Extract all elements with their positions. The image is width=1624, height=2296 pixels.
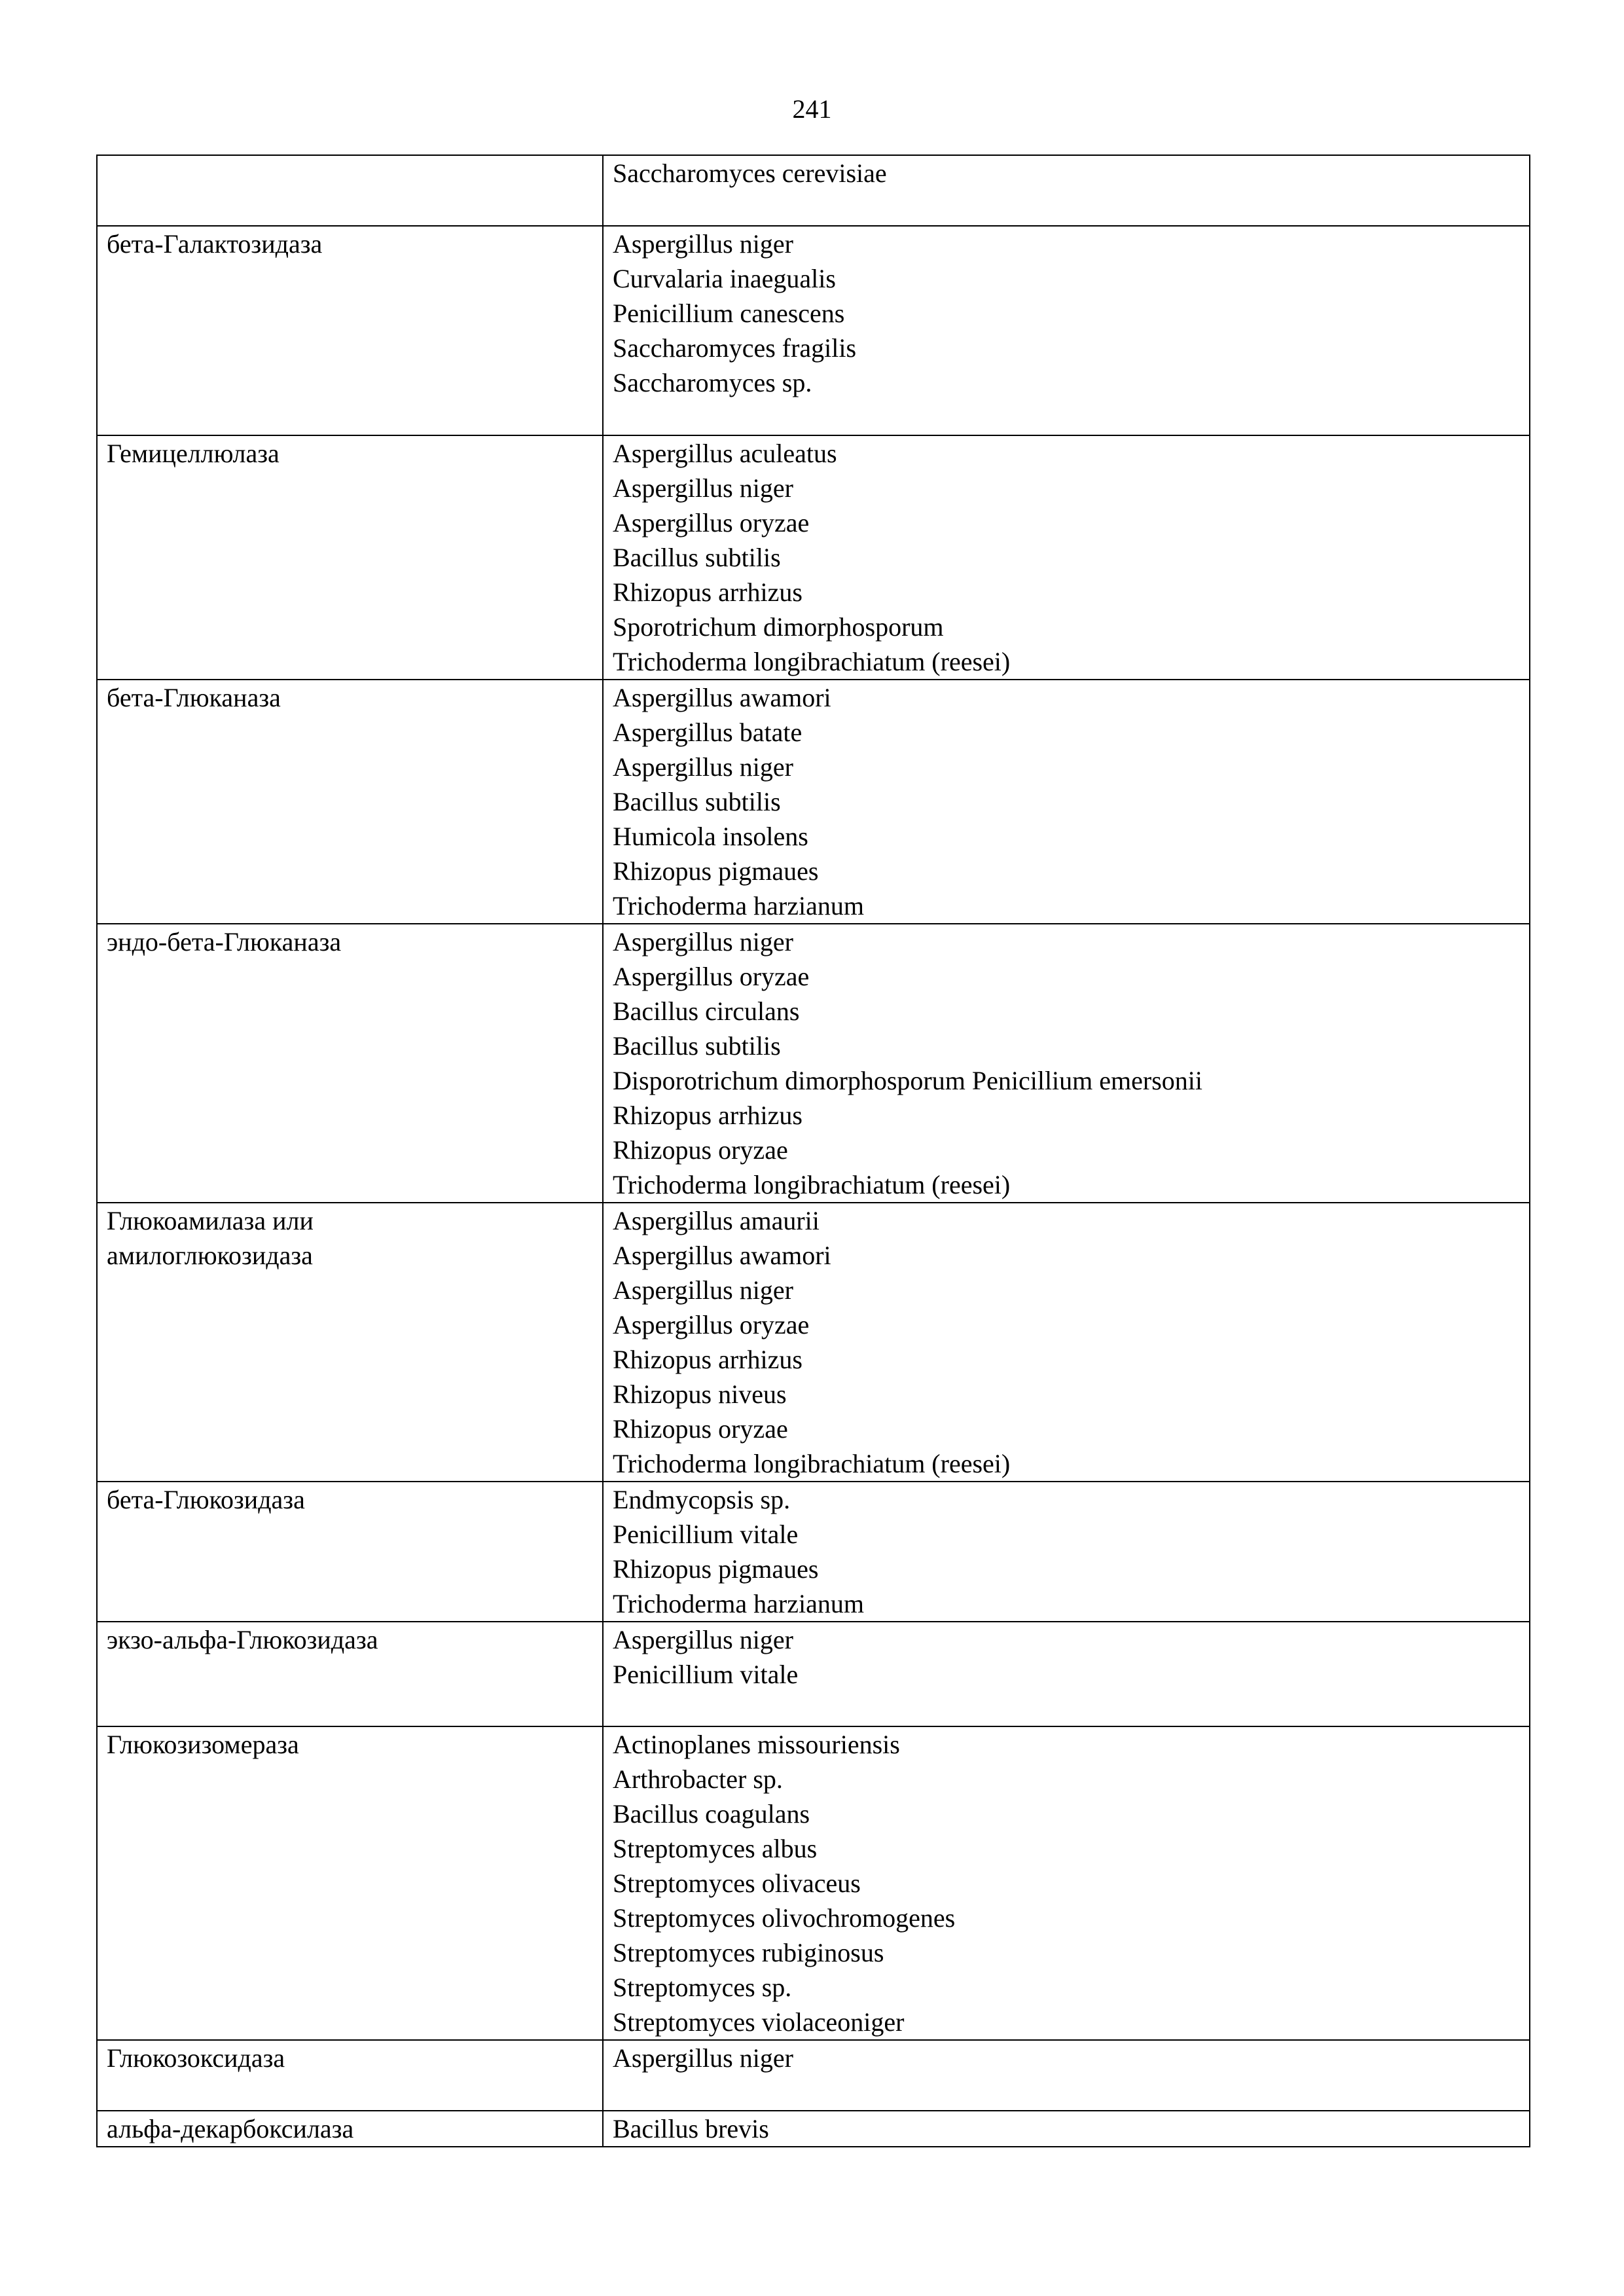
- table-row: [97, 924, 1530, 1203]
- organism-name: Bacillus subtilis: [613, 1031, 781, 1061]
- enzyme-cell: [97, 1482, 603, 1622]
- organism-name: Trichoderma longibrachiatum (reesei): [613, 1449, 1011, 1478]
- enzyme-cell: [97, 924, 603, 1203]
- enzyme-name: альфа-декарбоксилаза: [107, 2114, 354, 2143]
- enzyme-name: Гемицеллюлаза: [107, 439, 280, 468]
- page-number: 241: [792, 94, 832, 124]
- organism-name: Aspergillus aculeatus: [613, 439, 837, 468]
- enzyme-cell: [97, 680, 603, 924]
- organism-name: Aspergillus niger: [613, 752, 793, 782]
- organism-name: Trichoderma longibrachiatum (reesei): [613, 1170, 1011, 1199]
- organism-name: Rhizopus niveus: [613, 1379, 787, 1409]
- organism-name: Aspergillus awamori: [613, 683, 831, 712]
- organism-name: Endmycopsis sp.: [613, 1485, 791, 1514]
- table-row: [97, 2040, 1530, 2111]
- organism-name: Aspergillus niger: [613, 2043, 793, 2073]
- enzyme-cell: [97, 1622, 603, 1726]
- table-row: [97, 680, 1530, 924]
- organisms-cell: [603, 1482, 1530, 1622]
- enzyme-name: Глюкозоксидаза: [107, 2043, 285, 2073]
- organism-name: Bacillus coagulans: [613, 1799, 810, 1829]
- organism-name: Rhizopus arrhizus: [613, 1101, 803, 1130]
- organism-name: Aspergillus oryzae: [613, 1310, 810, 1339]
- organism-name: Bacillus subtilis: [613, 543, 781, 572]
- organism-name: Actinoplanes missouriensis: [613, 1730, 900, 1759]
- organism-name: Saccharomyces fragilis: [613, 333, 857, 363]
- enzyme-cell: [97, 155, 603, 226]
- enzyme-cell: [97, 2111, 603, 2147]
- organism-name: Sporotrichum dimorphosporum: [613, 612, 944, 642]
- organisms-cell: [603, 1726, 1530, 2040]
- organism-name: Aspergillus batate: [613, 718, 803, 747]
- organism-name: Aspergillus niger: [613, 1275, 793, 1305]
- enzyme-name: Глюкозизомераза: [107, 1730, 299, 1759]
- organism-name: Trichoderma harzianum: [613, 891, 864, 920]
- organism-name: Streptomyces violaceoniger: [613, 2007, 905, 2037]
- organism-name: Rhizopus arrhizus: [613, 577, 803, 607]
- enzyme-name: экзо-альфа-Глюкозидаза: [107, 1625, 378, 1654]
- organism-name: Saccharomyces cerevisiae: [613, 158, 887, 188]
- organism-name: Aspergillus oryzae: [613, 508, 810, 538]
- organism-name: Streptomyces albus: [613, 1834, 818, 1863]
- enzyme-cell: [97, 2040, 603, 2111]
- organism-name: Trichoderma longibrachiatum (reesei): [613, 647, 1011, 676]
- organism-name: Disporotrichum dimorphosporum Penicillium emersonii: [613, 1066, 1203, 1095]
- enzyme-name: бета-Галактозидаза: [107, 229, 323, 259]
- organisms-cell: [603, 2111, 1530, 2147]
- organisms-cell: [603, 155, 1530, 226]
- enzyme-cell: [97, 226, 603, 435]
- organism-name: Streptomyces olivochromogenes: [613, 1903, 956, 1933]
- organism-name: Aspergillus oryzae: [613, 962, 810, 991]
- organism-name: Streptomyces rubiginosus: [613, 1938, 884, 1967]
- organism-name: Saccharomyces sp.: [613, 368, 812, 397]
- organism-name: Humicola insolens: [613, 822, 808, 851]
- organisms-cell: [603, 226, 1530, 435]
- organisms-cell: [603, 435, 1530, 680]
- organism-name: Aspergillus niger: [613, 229, 793, 259]
- table-row: [97, 2111, 1530, 2147]
- organisms-cell: [603, 680, 1530, 924]
- enzyme-organism-table: [96, 155, 1530, 2147]
- table-row: [97, 1203, 1530, 1482]
- table-row: [97, 435, 1530, 680]
- organism-name: Aspergillus niger: [613, 1625, 793, 1654]
- organism-name: Curvalaria inaegualis: [613, 264, 836, 293]
- table-row: [97, 1622, 1530, 1726]
- enzyme-cell: [97, 1203, 603, 1482]
- organism-name: Aspergillus amaurii: [613, 1206, 820, 1235]
- enzyme-name: бета-Глюкозидаза: [107, 1485, 305, 1514]
- organisms-cell: [603, 1203, 1530, 1482]
- organism-name: Trichoderma harzianum: [613, 1589, 864, 1618]
- organism-name: Penicillium canescens: [613, 299, 845, 328]
- organism-name: Bacillus brevis: [613, 2114, 769, 2143]
- enzyme-name: эндо-бета-Глюканаза: [107, 927, 342, 957]
- organism-name: Penicillium vitale: [613, 1660, 799, 1689]
- organism-name: Rhizopus pigmaues: [613, 1554, 819, 1584]
- organism-name: Bacillus subtilis: [613, 787, 781, 816]
- enzyme-name: бета-Глюканаза: [107, 683, 281, 712]
- organisms-cell: [603, 924, 1530, 1203]
- organism-name: Penicillium vitale: [613, 1520, 799, 1549]
- enzyme-cell: [97, 1726, 603, 2040]
- table-row: [97, 1726, 1530, 2040]
- organism-name: Rhizopus oryzae: [613, 1135, 788, 1165]
- organism-name: Bacillus circulans: [613, 996, 800, 1026]
- enzyme-name: Глюкоамилаза или амилоглюкозидаза: [107, 1206, 314, 1270]
- enzyme-cell: [97, 435, 603, 680]
- organism-name: Streptomyces olivaceus: [613, 1868, 861, 1898]
- organism-name: Rhizopus arrhizus: [613, 1345, 803, 1374]
- organism-name: Streptomyces sp.: [613, 1973, 792, 2002]
- table-row: [97, 1482, 1530, 1622]
- organism-name: Rhizopus pigmaues: [613, 856, 819, 886]
- table-row: [97, 226, 1530, 435]
- organism-name: Aspergillus niger: [613, 473, 793, 503]
- organism-name: Rhizopus oryzae: [613, 1414, 788, 1444]
- organisms-cell: [603, 2040, 1530, 2111]
- organisms-cell: [603, 1622, 1530, 1726]
- table-row: [97, 155, 1530, 226]
- organism-name: Arthrobacter sp.: [613, 1764, 783, 1794]
- organism-name: Aspergillus niger: [613, 927, 793, 957]
- table-body: [97, 155, 1530, 2147]
- organism-name: Aspergillus awamori: [613, 1241, 831, 1270]
